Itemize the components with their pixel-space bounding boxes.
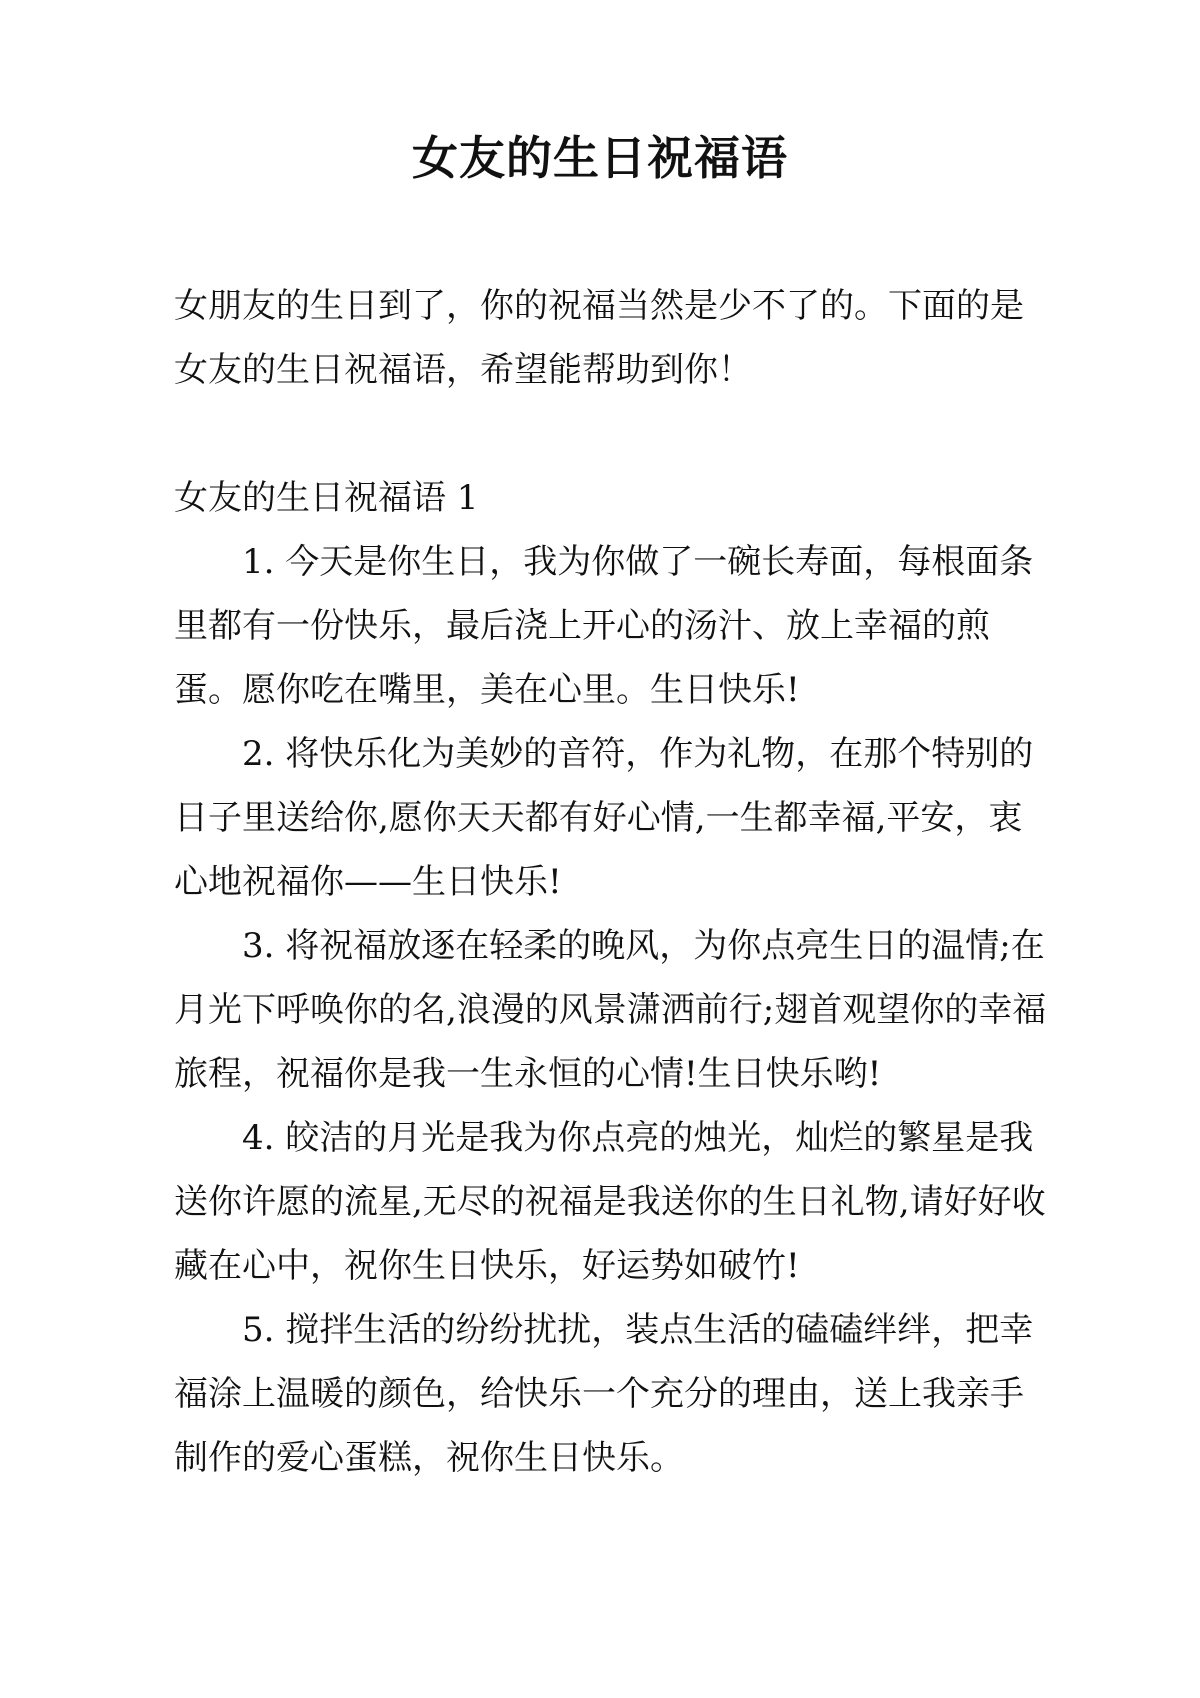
list-item: 1. 今天是你生日，我为你做了一碗长寿面，每根面条里都有一份快乐，最后浇上开心的汤汁、放上幸福的煎蛋。愿你吃在嘴里，美在心里。生日快乐! <box>174 542 1034 710</box>
list-item: 2. 将快乐化为美妙的音符，作为礼物，在那个特别的日子里送给你,愿你天天都有好心情,一生都幸福,平安，衷心地祝福你——生日快乐! <box>174 734 1034 902</box>
section-heading: 女友的生日祝福语 1 <box>174 478 479 518</box>
list-item: 5. 搅拌生活的纷纷扰扰，装点生活的磕磕绊绊，把幸福涂上温暖的颜色，给快乐一个充分的理由，送上我亲手制作的爱心蛋糕，祝你生日快乐。 <box>174 1310 1034 1478</box>
list-item: 3. 将祝福放逐在轻柔的晚风，为你点亮生日的温情;在月光下呼唤你的名,浪漫的风景潇洒前行;翅首观望你的幸福旅程，祝福你是我一生永恒的心情!生日快乐哟! <box>174 926 1047 1094</box>
page-title: 女友的生日祝福语 <box>412 131 788 185</box>
document-body <box>174 274 1054 1490</box>
intro-paragraph: 女朋友的生日到了，你的祝福当然是少不了的。下面的是女友的生日祝福语，希望能帮助到你！ <box>174 286 1024 390</box>
list-item: 4. 皎洁的月光是我为你点亮的烛光，灿烂的繁星是我送你许愿的流星,无尽的祝福是我送你的生日礼物,请好好收藏在心中，祝你生日快乐，好运势如破竹! <box>174 1118 1046 1286</box>
